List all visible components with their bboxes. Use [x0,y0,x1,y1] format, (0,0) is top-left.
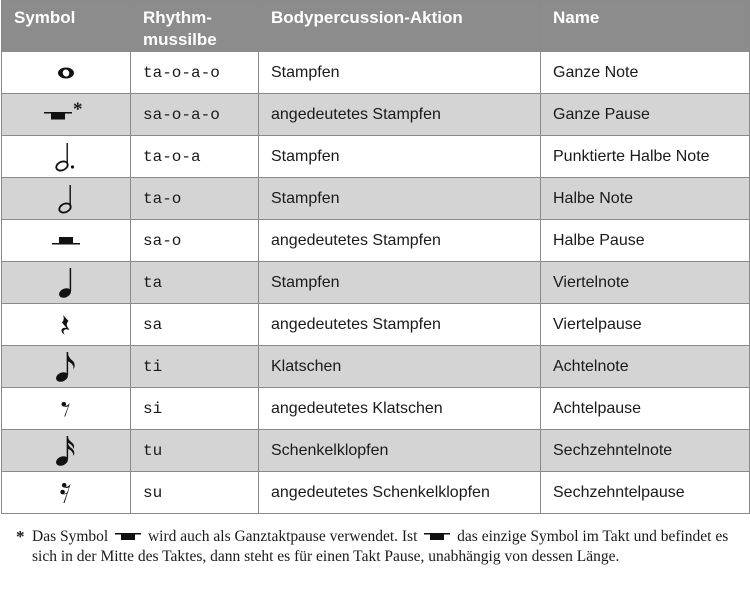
syllable-cell: sa-o [131,220,259,262]
syllable-cell: tu [131,430,259,472]
header-name: Name [541,1,750,52]
symbol-cell [2,94,131,136]
action-cell: angedeutetes Stampfen [259,220,541,262]
symbol-cell [2,430,131,472]
name-cell: Achtelnote [541,346,750,388]
symbol-cell [2,52,131,94]
footnote [16,527,748,567]
action-cell: Klatschen [259,346,541,388]
table-row [2,304,750,346]
action-cell: angedeutetes Schenkelklopfen [259,472,541,514]
header-rhythm: Rhythm- mussilbe [131,1,259,52]
whole-rest-icon [424,533,450,542]
symbol-cell [2,220,131,262]
half-rest-icon [52,236,80,246]
table-row [2,220,750,262]
name-cell: Sechzehntelnote [541,430,750,472]
syllable-cell: ta-o [131,178,259,220]
symbol-cell [2,472,131,514]
table-row [2,178,750,220]
footnote-text-1: Das Symbol [32,528,109,545]
symbol-cell [2,262,131,304]
eighth-rest-icon [61,401,71,417]
half-note-icon [58,184,74,214]
table-row [2,388,750,430]
syllable-cell: su [131,472,259,514]
table-row [2,52,750,94]
table-row [2,430,750,472]
action-cell: Stampfen [259,136,541,178]
table-row [2,472,750,514]
action-cell: Stampfen [259,178,541,220]
sixteenth-rest-icon [60,482,72,504]
name-cell: Halbe Note [541,178,750,220]
symbol-cell [2,388,131,430]
rhythm-table [1,0,750,514]
action-cell: angedeutetes Stampfen [259,94,541,136]
name-cell: Halbe Pause [541,220,750,262]
table-row [2,94,750,136]
footnote-marker: * [73,98,83,120]
syllable-cell: ta-o-a-o [131,52,259,94]
sixteenth-note-icon [55,435,77,467]
syllable-cell: ta [131,262,259,304]
action-cell: angedeutetes Klatschen [259,388,541,430]
syllable-cell: sa [131,304,259,346]
table-row [2,136,750,178]
name-cell: Ganze Pause [541,94,750,136]
footnote-star: * [16,527,25,546]
name-cell: Viertelnote [541,262,750,304]
name-cell: Punktierte Halbe Note [541,136,750,178]
header-action: Bodypercussion-Aktion [259,1,541,52]
symbol-cell [2,136,131,178]
syllable-cell: ti [131,346,259,388]
syllable-cell: ta-o-a [131,136,259,178]
whole-rest-icon [115,533,141,542]
name-cell: Achtelpause [541,388,750,430]
syllable-cell: si [131,388,259,430]
whole-note-icon [56,66,76,80]
table-row [2,262,750,304]
whole-rest-icon [44,112,72,122]
action-cell: angedeutetes Stampfen [259,304,541,346]
name-cell: Viertelpause [541,304,750,346]
table-row [2,346,750,388]
action-cell: Schenkelklopfen [259,430,541,472]
name-cell: Sechzehntelpause [541,472,750,514]
eighth-note-icon [55,351,77,383]
name-cell: Ganze Note [541,52,750,94]
symbol-cell [2,346,131,388]
footnote-text-2: wird auch als Ganztaktpause verwendet. Ist [147,528,418,545]
footnote-text-3: das einzige Symbol im Takt und befindet es sich in der Mitte des Taktes, dann steht es für einen Takt Pause, unabhängig von dessen Länge. [32,528,729,565]
symbol-cell [2,304,131,346]
quarter-note-icon [58,267,74,299]
table-header-row [2,1,750,52]
header-symbol: Symbol [2,1,131,52]
syllable-cell: sa-o-a-o [131,94,259,136]
action-cell: Stampfen [259,52,541,94]
action-cell: Stampfen [259,262,541,304]
quarter-rest-icon [60,314,72,336]
symbol-cell [2,178,131,220]
dotted-half-note-icon [55,142,77,172]
